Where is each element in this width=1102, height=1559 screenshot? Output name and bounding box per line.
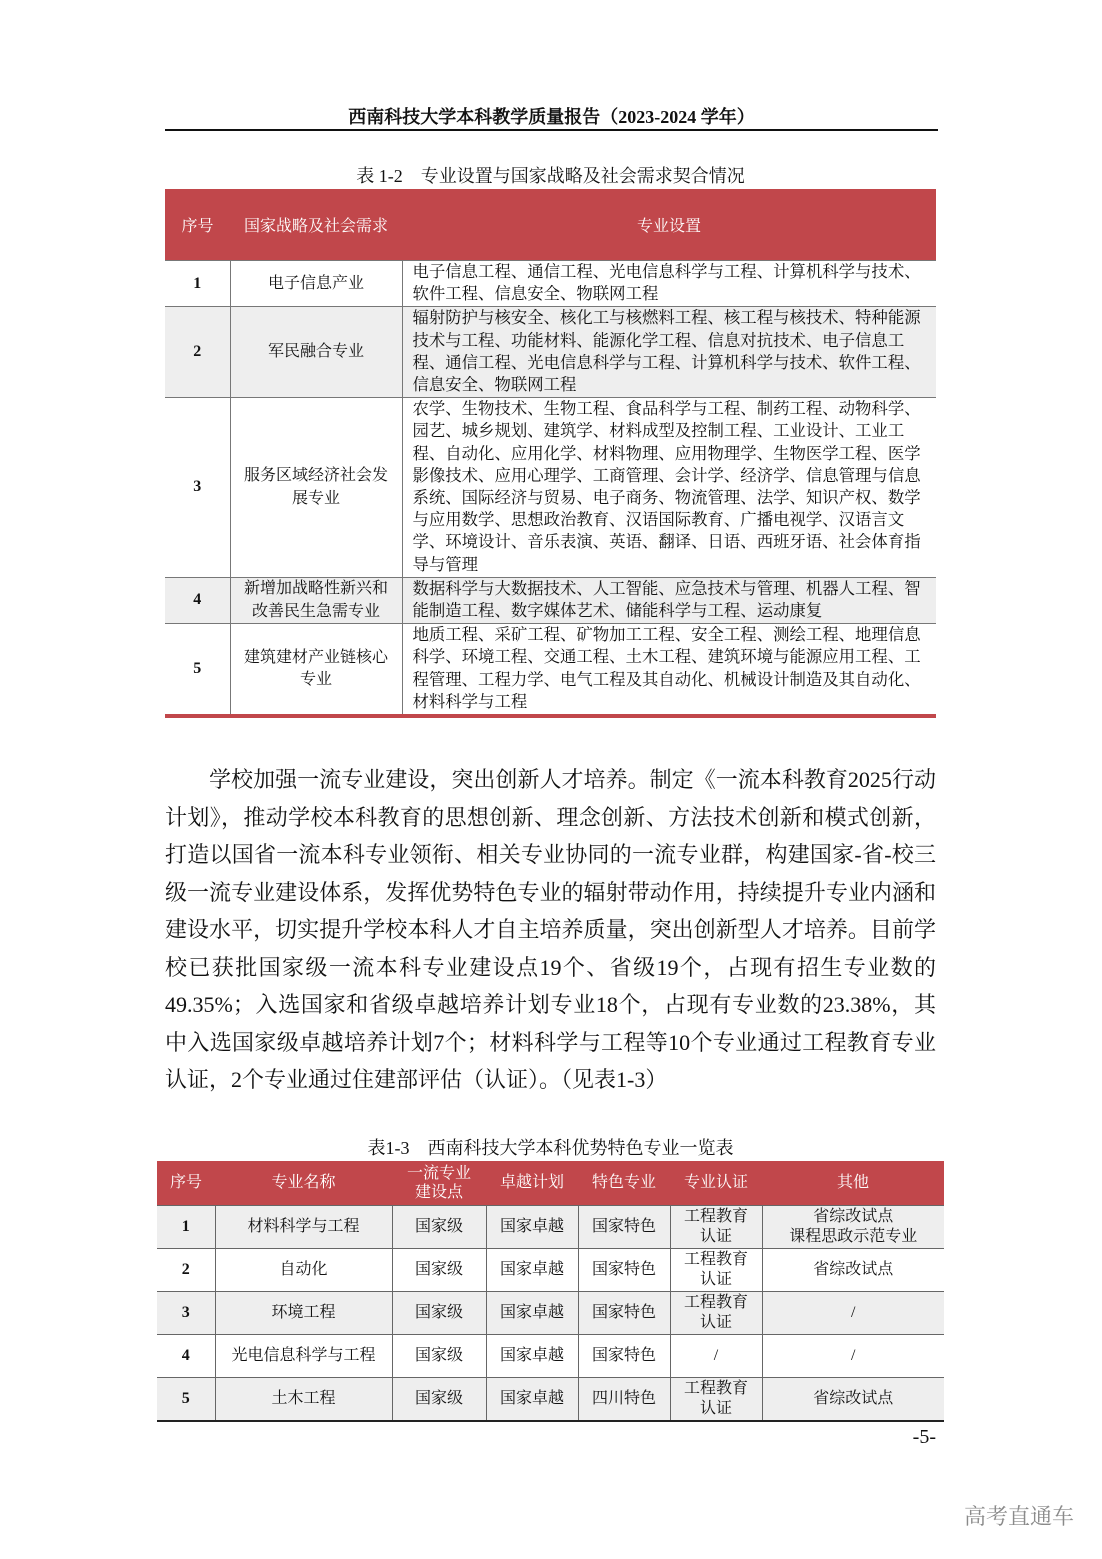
column-header-excellence: 卓越计划	[486, 1161, 578, 1206]
table-header-row	[165, 189, 936, 261]
first-class-level: 国家级	[392, 1248, 486, 1291]
table-row	[157, 1248, 944, 1291]
other-line: 省综改试点	[813, 1207, 894, 1225]
major-name: 光电信息科学与工程	[215, 1334, 392, 1377]
row-need: 军民融合专业	[267, 343, 364, 361]
column-header-need: 国家战略及社会需求	[230, 189, 402, 261]
page-content	[157, 163, 944, 1422]
certification: 工程教育认证	[683, 1293, 748, 1331]
row-need-cell	[230, 307, 402, 398]
major-name: 材料科学与工程	[215, 1205, 392, 1248]
featured-major: 国家特色	[578, 1205, 670, 1248]
other-cell	[762, 1377, 944, 1421]
row-need-cell	[230, 398, 402, 578]
row-majors: 电子信息工程、通信工程、光电信息科学与工程、计算机科学与技术、软件工程、信息安全、物联网工程	[402, 261, 936, 307]
other-line: /	[851, 1346, 856, 1364]
column-header-no: 序号	[157, 1161, 215, 1206]
row-majors: 农学、生物技术、生物工程、食品科学与工程、制药工程、动物科学、园艺、城乡规划、建筑学、材料成型及控制工程、工业设计、工业工程、自动化、应用化学、材料物理、应用物理学、生物医学工程、医学影像技术、应用心理学、工商管理、会计学、经济学、信息管理与信息系统、国际经济与贸易、电子商务、物流管理、法学、知识产权、数学与应用数学、思想政治教育、汉语国际教育、广播电视学、汉语言文学、环境设计、音乐表演、英语、翻译、日语、西班牙语、社会体育指导与管理	[402, 398, 936, 578]
column-header-first-class	[392, 1161, 486, 1206]
certification: /	[713, 1346, 719, 1364]
other-cell	[762, 1291, 944, 1334]
excellence-plan: 国家卓越	[486, 1205, 578, 1248]
certification: 工程教育认证	[683, 1207, 748, 1245]
caption-label: 表 1-2	[356, 166, 403, 186]
table-header-row	[157, 1161, 944, 1206]
excellence-plan: 国家卓越	[486, 1334, 578, 1377]
row-need: 建筑建材产业链核心专业	[243, 648, 388, 689]
other-line: 省综改试点	[813, 1260, 894, 1278]
certification: 工程教育认证	[683, 1379, 748, 1417]
featured-major: 国家特色	[578, 1248, 670, 1291]
row-number: 4	[165, 577, 230, 623]
other-line: 省综改试点	[813, 1389, 894, 1407]
featured-major: 四川特色	[578, 1377, 670, 1421]
table-row	[157, 1334, 944, 1377]
other-cell	[762, 1248, 944, 1291]
row-need: 服务区域经济社会发展专业	[243, 467, 388, 507]
other-line: 课程思政示范专业	[789, 1227, 918, 1245]
certification-cell	[670, 1377, 762, 1421]
table-1-2	[165, 189, 936, 718]
row-number: 2	[165, 307, 230, 398]
row-number: 4	[157, 1334, 215, 1377]
column-header-other: 其他	[762, 1161, 944, 1206]
table-1-3-caption	[157, 1135, 944, 1161]
row-number: 1	[157, 1205, 215, 1248]
certification-cell	[670, 1291, 762, 1334]
other-line: /	[851, 1303, 856, 1321]
row-majors: 地质工程、采矿工程、矿物加工工程、安全工程、测绘工程、地理信息科学、环境工程、交通工程、土木工程、建筑环境与能源应用工程、工程管理、工程力学、电气工程及其自动化、机械设计制造及其自动化、材料科学与工程	[402, 624, 936, 716]
column-header-majors: 专业设置	[402, 189, 936, 261]
first-class-level: 国家级	[392, 1377, 486, 1421]
row-number: 2	[157, 1248, 215, 1291]
table-row	[157, 1377, 944, 1421]
row-number: 3	[157, 1291, 215, 1334]
row-number: 5	[157, 1377, 215, 1421]
certification-cell	[670, 1334, 762, 1377]
caption-title: 西南科技大学本科优势特色专业一览表	[427, 1137, 734, 1158]
caption-title: 专业设置与国家战略及社会需求契合情况	[420, 166, 745, 186]
row-majors: 辐射防护与核安全、核化工与核燃料工程、核工程与核技术、特种能源技术与工程、功能材料、能源化学工程、信息对抗技术、电子信息工程、通信工程、光电信息科学与工程、计算机科学与技术、软件工程、信息安全、物联网工程	[402, 307, 936, 398]
first-class-level: 国家级	[392, 1291, 486, 1334]
excellence-plan: 国家卓越	[486, 1248, 578, 1291]
certification-cell	[670, 1248, 762, 1291]
first-class-level: 国家级	[392, 1205, 486, 1248]
row-need: 电子信息产业	[267, 274, 364, 292]
table-row	[157, 1291, 944, 1334]
other-cell	[762, 1334, 944, 1377]
row-need-cell	[230, 577, 402, 623]
certification: 工程教育认证	[683, 1250, 748, 1288]
row-need: 新增加战略性新兴和改善民生急需专业	[243, 580, 388, 620]
column-header-name: 专业名称	[215, 1161, 392, 1206]
row-need-cell	[230, 624, 402, 716]
table-row	[165, 398, 936, 578]
header-rule	[165, 129, 938, 131]
row-number: 5	[165, 624, 230, 716]
major-name: 环境工程	[215, 1291, 392, 1334]
row-number: 3	[165, 398, 230, 578]
table-row	[157, 1205, 944, 1248]
other-cell	[762, 1205, 944, 1248]
first-class-level: 国家级	[392, 1334, 486, 1377]
body-paragraph: 学校加强一流专业建设，突出创新人才培养。制定《一流本科教育2025行动计划》，推动学校本科教育的思想创新、理念创新、方法技术创新和模式创新，打造以国省一流本科专业领衔、相关专业协同的一流专业群，构建国家-省-校三级一流专业建设体系，发挥优势特色专业的辐射带动作用，持续提升专业内涵和建设水平，切实提升学校本科人才自主培养质量，突出创新型人才培养。目前学校已获批国家级一流本科专业建设点19个、省级19个，占现有招生专业数的49.35%；入选国家和省级卓越培养计划专业18个，占现有专业数的23.38%，其中入选国家级卓越培养计划7个；材料科学与工程等10个专业通过工程教育专业认证，2个专业通过住建部评估（认证）。（见表1-3）	[165, 767, 936, 1093]
table-1-3	[157, 1161, 944, 1422]
caption-label: 表1-3	[367, 1137, 410, 1158]
running-header-title: 西南科技大学本科教学质量报告（2023-2024 学年）	[348, 107, 755, 127]
column-header-first-class-label: 一流专业建设点	[406, 1164, 471, 1201]
page-number: -5-	[912, 1426, 936, 1448]
row-majors: 数据科学与大数据技术、人工智能、应急技术与管理、机器人工程、智能制造工程、数字媒体艺术、储能科学与工程、运动康复	[402, 577, 936, 623]
major-name: 自动化	[215, 1248, 392, 1291]
table-row	[165, 261, 936, 307]
excellence-plan: 国家卓越	[486, 1377, 578, 1421]
column-header-certification: 专业认证	[670, 1161, 762, 1206]
row-number: 1	[165, 261, 230, 307]
row-need-cell	[230, 261, 402, 307]
table-row	[165, 624, 936, 716]
table-row	[165, 307, 936, 398]
major-name: 土木工程	[215, 1377, 392, 1421]
column-header-featured: 特色专业	[578, 1161, 670, 1206]
featured-major: 国家特色	[578, 1291, 670, 1334]
certification-cell	[670, 1205, 762, 1248]
watermark: 高考直通车	[964, 1505, 1075, 1530]
excellence-plan: 国家卓越	[486, 1291, 578, 1334]
column-header-no: 序号	[165, 189, 230, 261]
table-row	[165, 577, 936, 623]
featured-major: 国家特色	[578, 1334, 670, 1377]
table-1-2-caption	[157, 163, 944, 189]
